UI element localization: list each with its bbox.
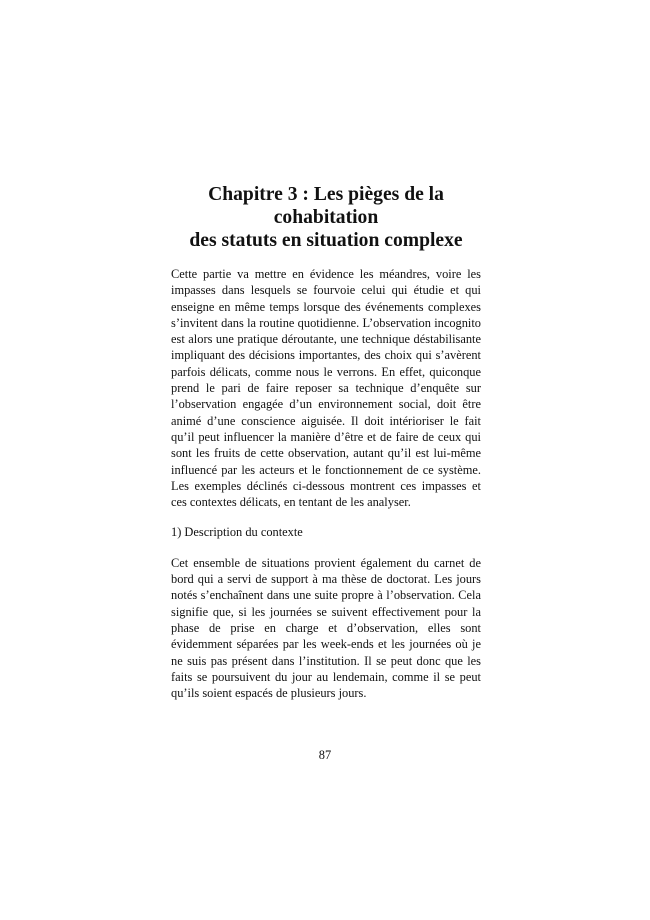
context-paragraph: Cet ensemble de situations provient également du carnet de bord qui a servi de support à ma thèse de doctorat. Les jours notés s’enchaînent dans une suite propre à l’observation. Cela signifie que, si les journées se suivent effectivement pour la phase de prise en charge et d’observation, elles sont évidemment séparées par les week-ends et les journées où je ne suis pas présent dans l’institution. Il se peut donc que les faits se poursuivent du jour au lendemain, comme il se peut qu’ils soient espacés de plusieurs jours. [171,555,481,701]
chapter-title [171,183,481,252]
section-heading: 1) Description du contexte [171,525,303,540]
chapter-title-line-2: des statuts en situation complexe [189,230,463,251]
chapter-title-line-1: Chapitre 3 : Les pièges de la cohabitation [208,184,444,228]
intro-paragraph: Cette partie va mettre en évidence les méandres, voire les impasses dans lesquels se fourvoie celui qui étudie et qui enseigne en même temps lorsque des événements complexes s’invitent dans la routine quotidienne. L’observation incognito est alors une pratique déroutante, une technique déstabilisante impliquant des décisions importantes, des choix qui s’avèrent parfois délicats, comme nous le verrons. En effet, quiconque prend le pari de faire reposer sa technique d’enquête sur l’observation engagée d’un environnement social, doit être animé d’une conscience aiguisée. Il doit intérioriser le fait qu’il peut influencer la manière d’être et de faire de ceux qui sont les fruits de cette observation, autant qu’il est lui-même influencé par les acteurs et le fonctionnement de ce système. Les exemples déclinés ci-dessous montrent ces impasses et ces contextes délicats, en tentant de les analyser. [171,267,481,510]
page-content [171,183,481,701]
page-number: 87 [318,748,332,762]
